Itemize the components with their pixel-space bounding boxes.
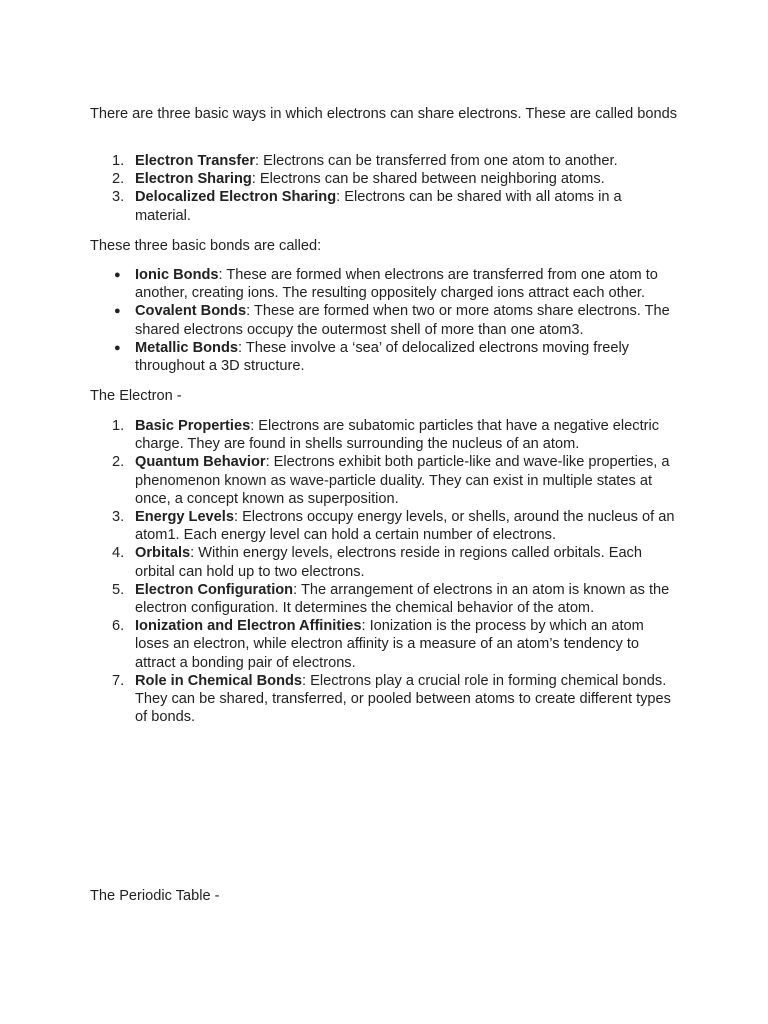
bond-ways-list <box>90 152 680 225</box>
list-item <box>90 170 680 188</box>
term-label: Ionic Bonds <box>135 267 219 283</box>
term-description: : Electrons can be transferred from one atom to another. <box>255 153 618 169</box>
term-label: Orbitals <box>135 545 191 562</box>
list-number: 3. <box>112 509 125 526</box>
list-number: 2. <box>112 454 125 471</box>
term-label: Energy Levels <box>135 509 234 526</box>
list-item <box>90 339 680 375</box>
term-description: : The arrangement of electrons in an atom is known as the electron configuration. It determines the chemical behavior of the atom. <box>135 581 670 617</box>
term-description: : Electrons are subatomic particles that have a negative electric charge. They are found in shells surrounding the nucleus of an atom. <box>135 418 660 453</box>
intro-paragraph: There are three basic ways in which electrons can share electrons. These are called bonds <box>90 106 678 122</box>
term-description: : Ionization is the process by which an atom loses an electron, while electron affinity is a measure of an atom’s tendency to attract a bonding pair of electrons. <box>135 618 644 671</box>
term-label: Covalent Bonds <box>135 303 247 320</box>
list-item <box>90 544 680 580</box>
term-label: Electron Configuration <box>135 581 294 598</box>
term-description: : Electrons exhibit both particle-like and wave-like properties, a phenomenon known as wave-particle duality. They can exist in multiple states at once, a concept known as superposition. <box>135 454 670 507</box>
list-item <box>90 417 680 453</box>
list-item <box>90 508 680 544</box>
electron-properties-list <box>90 417 680 726</box>
term-description: : These involve a ‘sea’ of delocalized electrons moving freely throughout a 3D structure. <box>135 339 629 375</box>
list-item <box>90 152 680 170</box>
list-number: 3. <box>112 189 125 206</box>
bullet-icon: ● <box>114 341 121 354</box>
list-item <box>90 266 680 302</box>
list-item <box>90 581 680 617</box>
list-number: 4. <box>112 545 125 562</box>
term-label: Role in Chemical Bonds <box>135 672 303 689</box>
term-label: Quantum Behavior <box>135 454 266 471</box>
term-description: : Electrons play a crucial role in forming chemical bonds. They can be shared, transferred, or pooled between atoms to create different types of bonds. <box>135 672 671 726</box>
term-label: Ionization and Electron Affinities <box>135 618 362 635</box>
periodic-table-heading: The Periodic Table - <box>90 888 220 904</box>
term-label: Delocalized Electron Sharing <box>135 189 337 206</box>
bullet-icon: ● <box>114 269 121 281</box>
term-description: : These are formed when electrons are transferred from one atom to another, creating ions. The resulting oppositely charged ions attract each other. <box>135 267 658 302</box>
list-item <box>90 672 680 727</box>
bond-types-list <box>90 266 680 375</box>
term-label: Electron Transfer <box>135 153 256 169</box>
list-number: 1. <box>112 153 125 169</box>
term-description: : Electrons can be shared with all atoms in a material. <box>135 189 622 224</box>
list-number: 1. <box>112 418 125 434</box>
bonds-intro-paragraph: These three basic bonds are called: <box>90 238 322 254</box>
list-item <box>90 188 680 224</box>
term-label: Electron Sharing <box>135 171 252 188</box>
bullet-icon: ● <box>114 305 121 318</box>
list-item <box>90 453 680 508</box>
list-item <box>90 617 680 672</box>
term-description: : Electrons occupy energy levels, or shells, around the nucleus of an atom1. Each energy level can hold a certain number of electrons. <box>135 509 675 544</box>
list-number: 7. <box>112 672 125 689</box>
list-number: 6. <box>112 618 125 635</box>
list-number: 2. <box>112 171 125 188</box>
electron-heading: The Electron - <box>90 388 182 404</box>
list-number: 5. <box>112 581 125 598</box>
term-description: : These are formed when two or more atoms share electrons. The shared electrons occupy the outermost shell of more than one atom3. <box>135 303 670 338</box>
list-item <box>90 302 680 338</box>
term-label: Metallic Bonds <box>135 339 238 356</box>
term-description: : Within energy levels, electrons reside in regions called orbitals. Each orbital can hold up to two electrons. <box>135 545 642 580</box>
term-label: Basic Properties <box>135 418 251 434</box>
term-description: : Electrons can be shared between neighboring atoms. <box>251 171 605 188</box>
